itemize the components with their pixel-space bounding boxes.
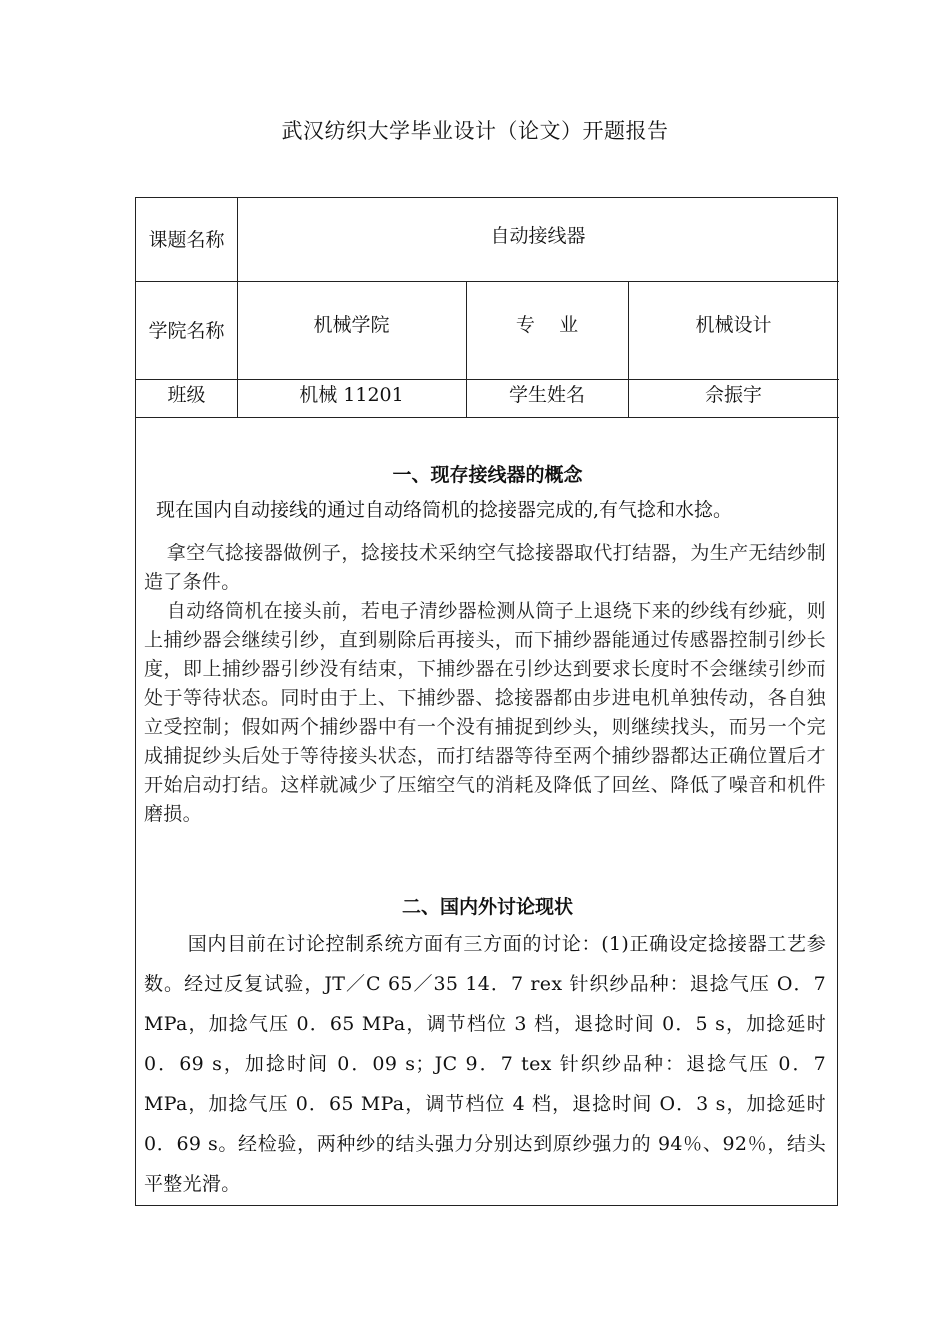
row-divider-3 <box>136 417 839 418</box>
student-value: 佘振宇 <box>704 384 762 406</box>
section1-paragraph-2: 拿空气捻接器做例子，捻接技术采纳空气捻接器取代打结器，为生产无结纱制造了条件。 <box>144 542 826 593</box>
section2-heading: 二、国内外讨论现状 <box>401 896 573 918</box>
section1-paragraph-1: 现在国内自动接线的通过自动络筒机的捻接器完成的,有气捻和水捻。 <box>156 499 733 521</box>
class-value: 机械 11201 <box>299 384 404 406</box>
topic-value: 自动接线器 <box>490 224 586 247</box>
major-value: 机械设计 <box>695 314 772 336</box>
section2-paragraph: 国内目前在讨论控制系统方面有三方面的讨论：(1)正确设定捻接器工艺参数。经过反复试验，JT／C 65／35 14．7 rex 针织纱品种：退捻气压 O．7 MPa，加捻气压 0．65 MPa，调节档位 3 档，退捻时间 0．5 s，加捻延时 0．69 s，加捻时间 0．09 s；JC 9．7 tex 针织纱品种：退捻气压 0．7 MPa，加捻气压 0．65 MPa，调节档位 4 档，退捻时间 O．3 s，加捻延时 0．69 s。经检验，两种纱的结头强力分别达到原纱强力的 94％、92％，结头平整光滑。 <box>144 933 826 1195</box>
student-label: 学生姓名 <box>508 384 585 406</box>
section1-paragraph-3: 自动络筒机在接头前，若电子清纱器检测从筒子上退绕下来的纱线有纱疵，则上捕纱器会继续引纱，直到剔除后再接头，而下捕纱器能通过传感器控制引纱长度，即上捕纱器引纱没有结束，下捕纱器在引纱达到要求长度时不会继续引纱而处于等待状态。同时由于上、下捕纱器、捻接器都由步进电机单独传动，各自独立受控制；假如两个捕纱器中有一个没有捕捉到纱头，则继续找头，而另一个完成捕捉纱头后处于等待接头状态，而打结器等待至两个捕纱器都达正确位置后才开始启动打结。这样就减少了压缩空气的消耗及降低了回丝、降低了噪音和机件磨损。 <box>144 600 826 825</box>
section1-heading: 一、现存接线器的概念 <box>392 464 583 486</box>
major-label: 专 业 <box>515 314 579 336</box>
report-form <box>135 197 838 1206</box>
college-value: 机械学院 <box>313 314 390 336</box>
class-label: 班级 <box>167 384 206 406</box>
report-title: 武汉纺织大学毕业设计（论文）开题报告 <box>281 119 669 143</box>
college-label: 学院名称 <box>148 320 225 342</box>
topic-label: 课题名称 <box>148 228 225 251</box>
